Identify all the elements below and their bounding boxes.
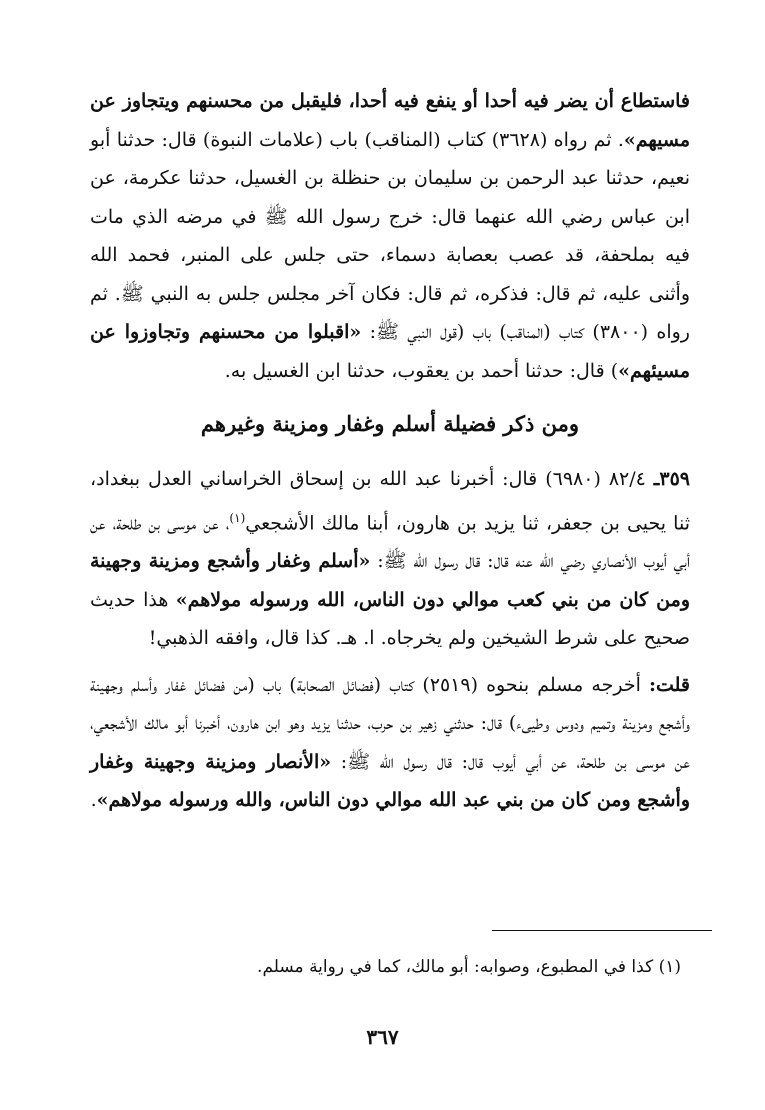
- page-body: [90, 82, 690, 820]
- page-number: ٣٦٧: [366, 1025, 399, 1049]
- hadith-text-bold: فاستطاع أن يضر فيه أحدا أو ينفع فيه أحدا، فليقبل من محسنهم ويتجاوز عن مسيهم»: [90, 90, 690, 151]
- paragraph-text: ٨٢/٤ (٦٩٨٠) قال: أخبرنا عبد الله بن إسحاق الخراساني العدل ببغداد، ثنا يحيى بن جعفر، ثنا يزيد بن هارون، أبنا مالك الأشجعي: [90, 468, 690, 534]
- paragraph-continuation: [90, 82, 690, 390]
- paragraph-text: .: [90, 789, 97, 812]
- footnote: (١) كذا في المطبوع، وصوابه: أبو مالك، كما في رواية مسلم.: [257, 957, 681, 977]
- footnote-divider: [492, 930, 712, 931]
- paragraph-commentary: [90, 666, 690, 820]
- paragraph-text: هذا حديث صحيح على شرط الشيخين ولم يخرجاه. ا. هـ. كذا قال، وافقه الذهبي!: [90, 588, 690, 650]
- section-heading: ومن ذكر فضيلة أسلم وغفار ومزينة وغيرهم: [200, 411, 580, 436]
- paragraph-text: أخرجه مسلم بنحوه (٢٥١٩) كتاب (فضائل الصحابة) باب (من فضائل غفار وأسلم وجهينة وأشجع ومزينة وتميم ودوس وطيىء) قال: حدثني زهير بن حرب، حدثنا يزيد وهو ابن هارون، أخبرنا أبو مالك الأشجعي، عن موسى بن طلحة، عن أبي أيوب قال: قال رسول الله ﷺ:: [90, 673, 690, 773]
- paragraph-text: ) قال: حدثنا أحمد بن يعقوب، حدثنا ابن الغسيل به.: [224, 359, 619, 382]
- hadith-text-bold: «أسلم وغفار وأشجع ومزينة وجهينة ومن كان من بني كعب موالي دون الناس، الله ورسوله مولاهم»: [90, 550, 690, 611]
- hadith-number: ٣٥٩ـ: [653, 468, 690, 490]
- footnote-marker[interactable]: (١): [229, 510, 246, 525]
- paragraph-text: . ثم رواه (٣٦٢٨) كتاب (المناقب) باب (علامات النبوة) قال: حدثنا أبو نعيم، حدثنا عبد الرحمن بن سليمان بن حنظلة بن الغسيل، حدثنا عكرمة، عن ابن عباس رضي الله عنهما قال: خرج رسول الله ﷺ في مرضه الذي مات فيه بملحفة، قد عصب بعصابة دسماء، حتى جلس على المنبر، فحمد الله وأثنى عليه، ثم قال: فذكره، ثم قال: فكان آخر مجلس جلس به النبي ﷺ. ثم رواه (٣٨٠٠) كتاب (المناقب) باب (قول النبي ﷺ:: [90, 128, 690, 343]
- hadith-text-bold: «اقبلوا من محسنهم وتجاوزوا عن مسيئهم»: [90, 321, 690, 382]
- paragraph-hadith-359: [90, 460, 690, 658]
- commentary-lead: قلت:: [648, 673, 690, 696]
- hadith-text-bold: «الأنصار ومزينة وجهينة وغفار وأشجع ومن كان من بني عبد الله موالي دون الناس، والله ورسوله مولاهم»: [90, 750, 690, 812]
- paragraph-text: ، عن موسى بن طلحة، عن أبي أيوب الأنصاري رضي الله عنه قال: قال رسول الله ﷺ:: [90, 511, 690, 573]
